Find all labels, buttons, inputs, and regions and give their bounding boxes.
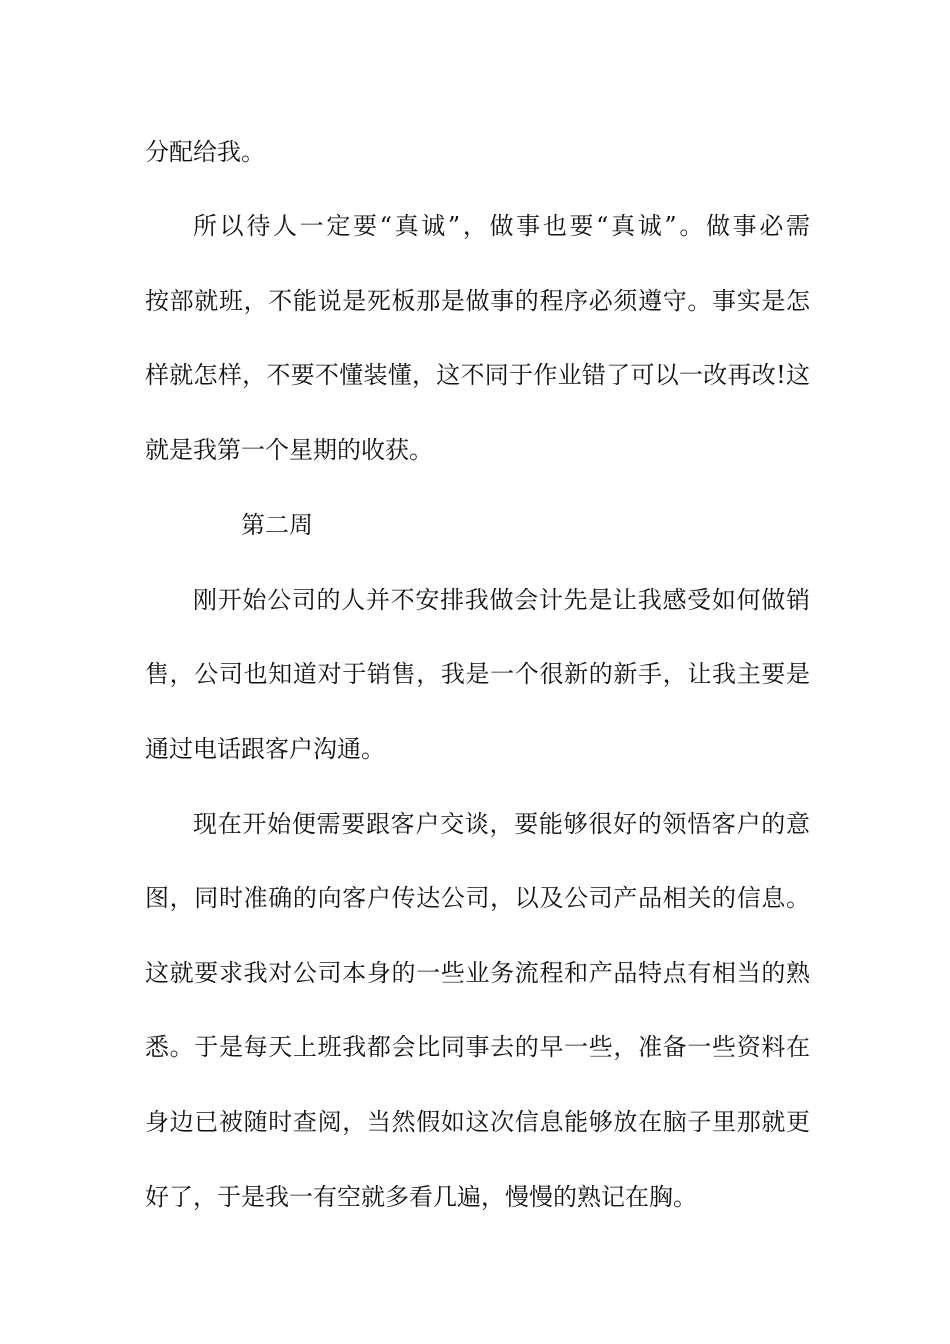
text-line: 通过电话跟客户沟通。	[145, 735, 385, 763]
text-line: 好了，于是我一有空就多看几遍，慢慢的熟记在胸。	[145, 1183, 697, 1211]
text-line: 所以待人一定要“真诚”，做事也要“真诚”。做事必需	[193, 212, 810, 240]
text-line: 售，公司也知道对于销售，我是一个很新的新手，让我主要是	[145, 660, 810, 688]
text-line: 样就怎样，不要不懂装懂，这不同于作业错了可以一改再改!这	[145, 361, 810, 389]
text-line: 按部就班，不能说是死板那是做事的程序必须遵守。事实是怎	[145, 287, 810, 315]
text-line: 悉。于是每天上班我都会比同事去的早一些，准备一些资料在	[145, 1033, 810, 1061]
section-heading: 第二周	[241, 511, 313, 539]
text-line: 这就要求我对公司本身的一些业务流程和产品特点有相当的熟	[145, 959, 810, 987]
text-line: 图，同时准确的向客户传达公司，以及公司产品相关的信息。	[145, 884, 810, 912]
text-line: 身边已被随时查阅，当然假如这次信息能够放在脑子里那就更	[145, 1108, 810, 1136]
text-line: 刚开始公司的人并不安排我做会计先是让我感受如何做销	[193, 586, 810, 614]
text-line: 就是我第一个星期的收获。	[145, 436, 433, 464]
text-line: 现在开始便需要跟客户交谈，要能够很好的领悟客户的意	[193, 810, 810, 838]
text-line: 分配给我。	[145, 138, 265, 166]
